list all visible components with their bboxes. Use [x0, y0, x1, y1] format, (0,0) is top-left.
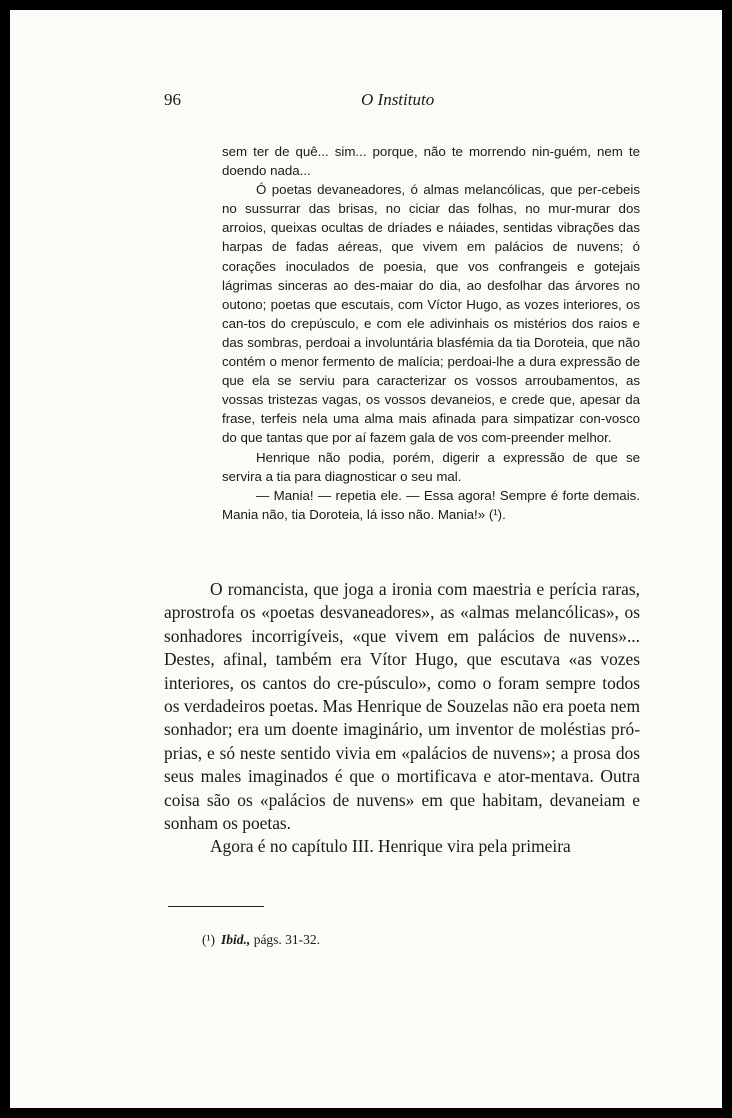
book-page — [10, 10, 722, 1108]
quote-paragraph: sem ter de quê... sim... porque, não te morrendo nin-guém, nem te doendo nada... — [222, 144, 640, 179]
page-number: 96 — [164, 90, 181, 109]
footnote — [202, 932, 622, 948]
footnote-reference: Ibid., — [221, 932, 251, 947]
quote-paragraph: — Mania! — repetia ele. — Essa agora! Sempre é forte demais. Mania não, tia Doroteia, lá isso não. Mania!» (¹). — [222, 487, 640, 522]
body-text — [164, 578, 640, 859]
body-paragraph: Agora é no capítulo III. Henrique vira pela primeira — [210, 836, 571, 857]
block-quote — [222, 142, 640, 524]
running-title: O Instituto — [361, 90, 435, 109]
footnote-divider — [168, 906, 264, 907]
body-paragraph: O romancista, que joga a ironia com maestria e perícia raras, aprostrofa os «poetas desvaneadores», as «almas melancólicas», os sonhadores incorrigíveis, «que vivem em palácios de nuvens»... Destes, afinal, também era Vítor Hugo, que escutava «as vozes interiores, os cantos do cre-púsculo», como o foram sempre todos os verdadeiros poetas. Mas Henrique de Souzelas não era poeta nem sonhador; era um doente imaginário, um inventor de moléstias pró-prias, e só neste sentido vivia em «palácios de nuvens»; a prosa dos seus males imaginados é que o mortificava e ator-mentava. Outra coisa são os «palácios de nuvens» em que habitam, devaneiam e sonham os poetas. — [164, 579, 640, 834]
footnote-text: págs. 31-32. — [250, 932, 321, 947]
quote-paragraph: Ó poetas devaneadores, ó almas melancólicas, que per-cebeis no sussurrar das brisas, no ciciar das folhas, no mur-murar dos arroios, queixas ocultas de dríades e náiades, sentidas vibrações das harpas de fadas aéreas, que vivem em palácios de nuvens; ó corações inoculados de poesia, que vos confrangeis e gotejais lágrimas sinceras ao des-maiar do dia, ao desfolhar das árvores no outono; poetas que escutais, com Víctor Hugo, as vozes interiores, os can-tos do crepúsculo, e com ele adivinhais os mistérios dos raios e das sombras, perdoai a involuntária blasfémia da tia Doroteia, que não contém o menor fermento de malícia; perdoai-lhe a dura expressão de que ela se serviu para caracterizar os vossos arroubamentos, as vossas tristezas vagas, os vossos devaneios, e crede que, apesar da frase, terfeis nela uma alma mais afinada para simpatizar con-vosco do que tantas que por aí fazem gala de vos com-preender melhor. — [222, 182, 640, 446]
footnote-mark: (¹) — [202, 932, 216, 947]
page-header — [10, 90, 722, 114]
quote-paragraph: Henrique não podia, porém, digerir a expressão de que se servira a tia para diagnosticar o seu mal. — [222, 449, 640, 484]
